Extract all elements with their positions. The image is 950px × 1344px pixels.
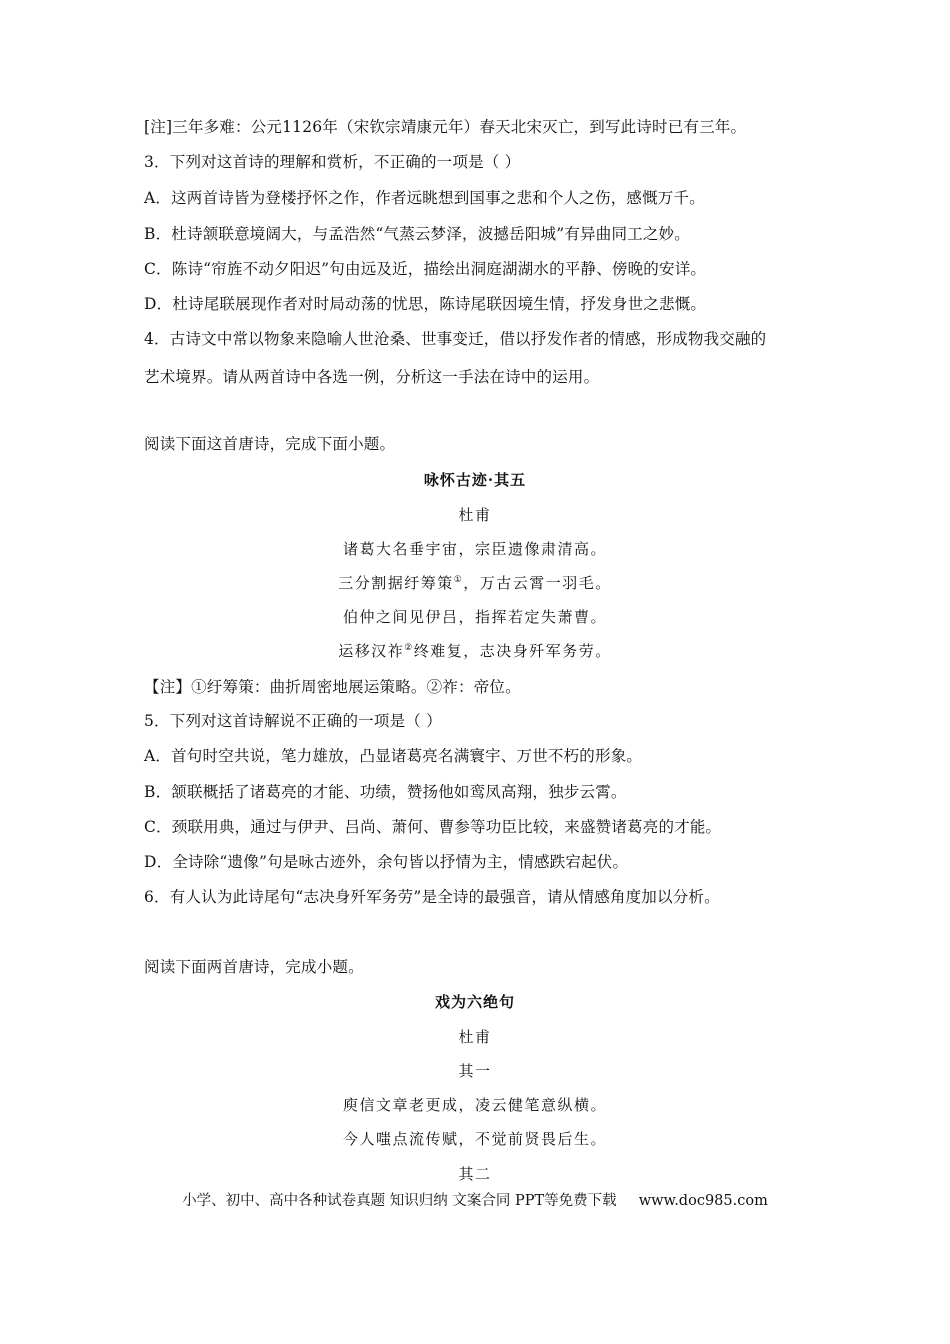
question-3-option-d: D．杜诗尾联展现作者对时局动荡的忧思，陈诗尾联因境生情，抒发身世之悲慨。 (144, 295, 707, 313)
question-3-option-b: B．杜诗颔联意境阔大，与孟浩然“气蒸云梦泽，波撼岳阳城”有异曲同工之妙。 (144, 225, 690, 243)
poem-3-part-1-heading: 其一 (458, 1062, 492, 1080)
poem-2-line-2-part-a: 三分割据纡筹策 (338, 574, 454, 592)
footnote-marker-2: ② (404, 643, 414, 653)
question-5-option-a: A．首句时空共说，笔力雄放，凸显诸葛亮名满寰宇、万世不朽的形象。 (144, 747, 643, 765)
note-poem-2: 【注】①纡筹策：曲折周密地展运策略。②祚：帝位。 (144, 678, 521, 696)
question-5-option-b: B．颔联概括了诸葛亮的才能、功绩，赞扬他如鸾凤高翔，独步云霄。 (144, 783, 627, 801)
question-4-line-1: 4．古诗文中常以物象来隐喻人世沧桑、世事变迁，借以抒发作者的情感，形成物我交融的 (144, 330, 767, 348)
note-three-years: [注]三年多难：公元1126年（宋钦宗靖康元年）春天北宋灭亡，到写此诗时已有三年。 (144, 118, 747, 136)
question-6: 6．有人认为此诗尾句“志决身歼军务劳”是全诗的最强音，请从情感角度加以分析。 (144, 888, 720, 906)
poem-2-line-4-part-a: 运移汉祚 (338, 642, 405, 660)
question-3: 3．下列对这首诗的理解和赏析，不正确的一项是（ ） (144, 153, 521, 171)
poem-2-line-2 (0, 573, 950, 593)
question-3-option-a: A．这两首诗皆为登楼抒怀之作，作者远眺想到国事之悲和个人之伤，感慨万千。 (144, 189, 705, 207)
footer-slogan: 小学、初中、高中各种试卷真题 知识归纳 文案合同 PPT等免费下载 (182, 1193, 617, 1209)
section-intro-poem-2: 阅读下面这首唐诗，完成下面小题。 (144, 435, 396, 453)
poem-2-line-4-part-b: 终难复，志决身歼军务劳。 (413, 642, 612, 660)
footer-website[interactable]: www.doc985.com (638, 1193, 768, 1209)
poem-3-part-2-heading: 其二 (458, 1165, 492, 1183)
question-4-line-2: 艺术境界。请从两首诗中各选一例，分析这一手法在诗中的运用。 (144, 368, 600, 386)
poem-2-title: 咏怀古迹·其五 (423, 471, 527, 489)
poem-2-line-4 (0, 641, 950, 661)
question-5: 5．下列对这首诗解说不正确的一项是（ ） (144, 712, 442, 730)
poem-3-line-2: 今人嗤点流传赋，不觉前贤畏后生。 (342, 1130, 607, 1148)
footnote-marker-1: ① (453, 575, 464, 585)
poem-3-line-1: 庾信文章老更成，凌云健笔意纵横。 (342, 1096, 607, 1114)
poem-2-line-3: 伯仲之间见伊吕，指挥若定失萧曹。 (342, 608, 607, 626)
question-5-option-c: C．颈联用典，通过与伊尹、吕尚、萧何、曹参等功臣比较，来盛赞诸葛亮的才能。 (144, 818, 722, 836)
poem-2-author: 杜甫 (458, 506, 492, 524)
page-footer (0, 1191, 950, 1211)
section-intro-poem-3: 阅读下面两首唐诗，完成小题。 (144, 958, 364, 976)
poem-3-title: 戏为六绝句 (434, 993, 515, 1011)
question-3-option-c: C．陈诗“帘旌不动夕阳迟”句由远及近，描绘出洞庭湖湖水的平静、傍晚的安详。 (144, 260, 707, 278)
poem-2-line-1: 诸葛大名垂宇宙，宗臣遗像肃清高。 (342, 540, 607, 558)
question-5-option-d: D．全诗除“遗像”句是咏古迹外，余句皆以抒情为主，情感跌宕起伏。 (144, 853, 629, 871)
poem-3-author: 杜甫 (458, 1028, 492, 1046)
poem-2-line-2-part-b: ，万古云霄一羽毛。 (463, 574, 612, 592)
